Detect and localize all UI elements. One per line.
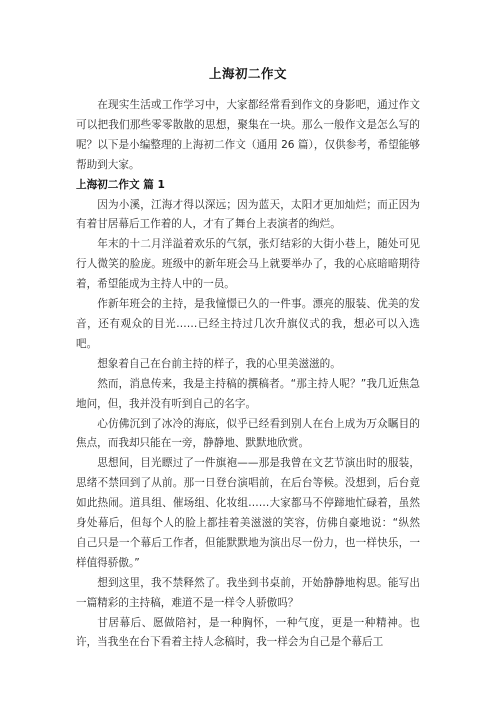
paragraph-7: 思想间，目光瞟过了一件旗袍——那是我曾在文艺节演出时的服装，思绪不禁回到了从前。那一日登台演唱前，在后台等候。没想到，后台竟如此热闹。道具组、催场组、化妆组……大家都马不停蹄地忙碌着，虽然身处幕后，但每个人的脸上都挂着美滋滋的笑容，仿佛自豪地说：“纵然自己只是一个幕后工作者，但能默默地为演出尽一份力，也一样快乐，一样值得骄傲。” <box>76 457 420 569</box>
paragraph-1: 因为小溪，江海才得以深远；因为蓝天，太阳才更加灿烂；而正因为有着甘居幕后工作着的人，才有了舞台上表演者的绚烂。 <box>76 198 420 231</box>
paragraph-9: 甘居幕后、愿做陪衬，是一种胸怀，一种气度，更是一种精神。也许，当我坐在台下看着主持人念稿时，我一样会为自己是个幕后工 <box>76 616 420 649</box>
paragraph-4: 想象着自己在台前主持的样子，我的心里美滋滋的。 <box>97 357 341 370</box>
section-heading: 上海初二作文 篇 1 <box>76 178 165 191</box>
paragraph-5: 然而，消息传来，我是主持稿的撰稿者。“那主持人呢？”我几近焦急地问，但，我并没有听到自己的名字。 <box>76 377 420 410</box>
paragraph-6: 心仿佛沉到了冰冷的海底，似乎已经看到别人在台上成为万众瞩目的焦点，而我却只能在一旁，静静地、默默地欣赏。 <box>76 417 420 450</box>
document-title: 上海初二作文 <box>208 66 287 81</box>
paragraph-3: 作新年班会的主持，是我憧憬已久的一件事。漂亮的服装、优美的发音，还有观众的目光……已经主持过几次升旗仪式的我，想必可以入选吧。 <box>76 298 420 350</box>
paragraph-2: 年末的十二月洋溢着欢乐的气氛，张灯结彩的大街小巷上，随处可见行人微笑的脸庞。班级中的新年班会马上就要举办了，我的心底暗暗期待着，希望能成为主持人中的一员。 <box>76 238 420 291</box>
paragraph-8: 想到这里，我不禁释然了。我坐到书桌前，开始静静地构思。能写出一篇精彩的主持稿，难道不是一样令人骄傲吗？ <box>76 576 420 609</box>
intro-paragraph: 在现实生活或工作学习中，大家都经常看到作文的身影吧，通过作文可以把我们那些零零散散的思想，聚集在一块。那么一般作文是怎么写的呢？以下是小编整理的上海初二作文（通用 26 篇），仅供参考，希望能够帮助到大家。 <box>76 99 420 171</box>
document-body <box>76 96 420 653</box>
